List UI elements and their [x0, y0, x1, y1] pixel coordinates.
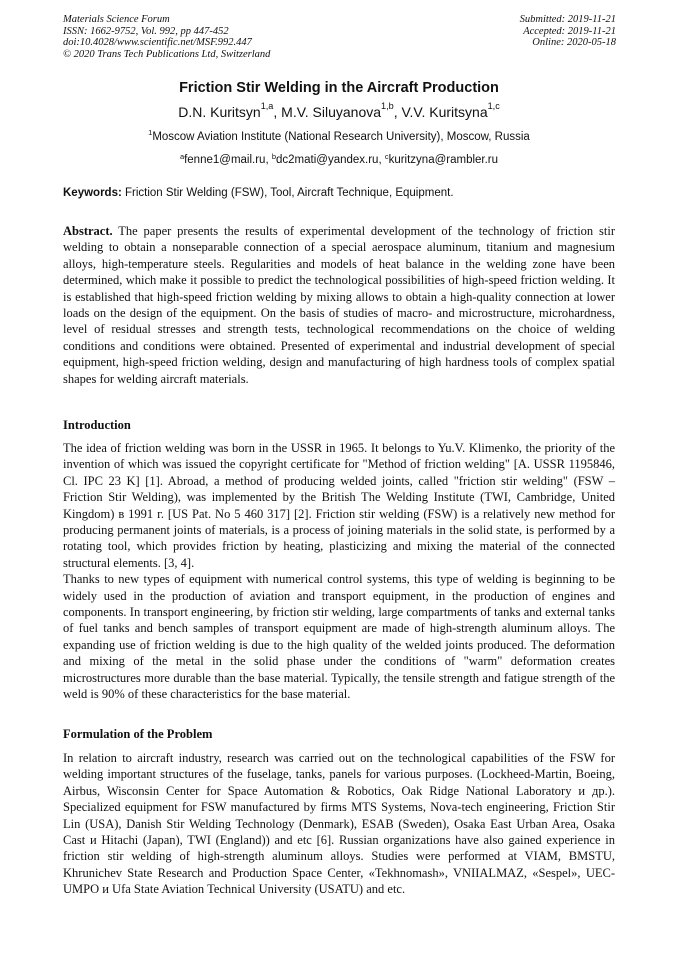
- affiliation-superscript: 1: [148, 128, 153, 137]
- keywords-label: Keywords:: [63, 187, 122, 199]
- author-superscript: 1,a: [260, 101, 274, 111]
- introduction-body: [63, 440, 615, 703]
- author-name: M.V. Siluyanova: [281, 104, 382, 120]
- email-address[interactable]: dc2mati@yandex.ru,: [276, 154, 385, 166]
- affiliation: [0, 128, 678, 143]
- author-separator: ,: [273, 104, 282, 120]
- paragraph: Thanks to new types of equipment with numerical control systems, this type of welding is beginning to be widely used in the production of aviation and transport equipment, in the production of engines and components. In transport engineering, by friction stir welding, large compartments of tanks and external tanks of fuel tanks and bench samples of transport equipment are made of high-strength aluminum alloys. The expanding use of friction welding is due to the high quality of the welded joints produced. The deformation and mixing of the metal in the solid phase under the conditions of "warm" deformation creates microstructures more durable than the base material. Typically, the tensile strength and fatigue strength of the weld is 90% of these characteristics for the base material.: [63, 572, 615, 702]
- submitted-date: Submitted: 2019-11-21: [519, 14, 616, 25]
- author-superscript: 1,c: [487, 101, 500, 111]
- formulation-body: [63, 750, 615, 898]
- email-superscript: a: [179, 152, 185, 161]
- copyright-line: © 2020 Trans Tech Publications Ltd, Switzerland: [63, 48, 271, 60]
- issn-line: ISSN: 1662-9752, Vol. 992, pp 447-452: [63, 25, 229, 37]
- doi-line: doi:10.4028/www.scientific.net/MSF.992.447: [63, 37, 252, 48]
- abstract-text: The paper presents the results of experimental development of the technology of friction stir welding to obtain a nonseparable connection of a special aerospace aluminum, titanium and magnesium alloys, high-temperature steels. Regularities and models of heat balance in the welding zone have been determined, which make it possible to predict the technological possibilities of high-speed friction welding. It is established that high-speed friction welding by mixing allows to obtain a high-quality connection at lower loads on the design of the equipment. On the basis of studies of macro- and microstructure, microhardness, level of residual stresses and strength tests, technological recommendations on the choice of welding conditions and conditions were obtained. Presented of experimental and industrial development of special equipment, high-speed friction welding, design and manufacturing of high hardness tools of complex spatial shapes for welding aircraft materials.: [63, 224, 615, 386]
- journal-info: [63, 14, 270, 60]
- author-name: D.N. Kuritsyn: [178, 104, 261, 120]
- keywords: [63, 187, 615, 199]
- paper-title: Friction Stir Welding in the Aircraft Production: [179, 80, 499, 96]
- paragraph: In relation to aircraft industry, research was carried out on the technological capabilities of the FSW for welding important structures of the fuselage, tanks, panels for various purposes. (Lockheed-Martin, Boeing, Airbus, Wisconsin Center for Space Automation & Robotics, Oak Ridge National Laboratory и др.). Specialized equipment for FSW manufactured by firms MTS Systems, Nova-tech engineering, Friction Stir Lin (USA), Danish Stir Welding Technology (Denmark), ESAB (Sweden), Osaka East Urban Area, Osaka Cast и Hitachi (Japan), TWI (England)) and etc [6]. Russian organizations have also gained experience in friction stir welding of high-strength aluminum alloys. Studies were performed at VIAM, BMSTU, Khrunichev State Research and Production Space Center, «Tekhnomash», VNIIALMAZ, «Sespel», UEC-UMPO и Ufa State Aviation Technical University (USATU) and etc.: [63, 751, 615, 897]
- author-list: [0, 101, 678, 120]
- author-superscript: 1,b: [381, 101, 394, 111]
- paragraph: The idea of friction welding was born in the USSR in 1965. It belongs to Yu.V. Klimenko, the priority of the invention of which was issued the copyright certificate for "Method of friction welding" [A. USSR 1195846, Cl. IPC 23 K] [1]. Abroad, a method of producing welded joints, called "friction stir welding" (FSW – Friction Stir Welding), was implemented by the British The Welding Institute (TWI, Cambridge, United Kingdom) в 1991 г. [US Pat. No 5 460 317] [2]. Friction stir welding (FSW) is a relatively new method for producing permanent joints of materials, is a process of joining materials in the solid state, is performed by a rotating tool, which provides friction by heating, plasticizing and mixing the material of the connected structural elements. [3, 4].: [63, 441, 615, 570]
- submission-dates: [520, 14, 616, 49]
- abstract-label: Abstract.: [63, 224, 113, 238]
- introduction-heading: Introduction: [63, 418, 131, 432]
- author-name: V.V. Kuritsyna: [401, 104, 488, 120]
- author-emails: [0, 154, 678, 166]
- journal-name: Materials Science Forum: [63, 14, 170, 25]
- email-superscript: c: [384, 152, 389, 161]
- formulation-heading: Formulation of the Problem: [63, 727, 213, 741]
- author-separator: ,: [393, 104, 402, 120]
- email-superscript: b: [271, 152, 276, 161]
- email-address[interactable]: kuritzyna@rambler.ru: [388, 154, 499, 166]
- keywords-text: Friction Stir Welding (FSW), Tool, Aircraft Technique, Equipment.: [121, 187, 454, 199]
- affiliation-text: Moscow Aviation Institute (National Research University), Moscow, Russia: [152, 131, 530, 143]
- abstract: [63, 223, 615, 387]
- accepted-date: Accepted: 2019-11-21: [523, 25, 616, 37]
- online-date: Online: 2020-05-18: [532, 37, 616, 48]
- email-address[interactable]: fenne1@mail.ru,: [184, 154, 272, 166]
